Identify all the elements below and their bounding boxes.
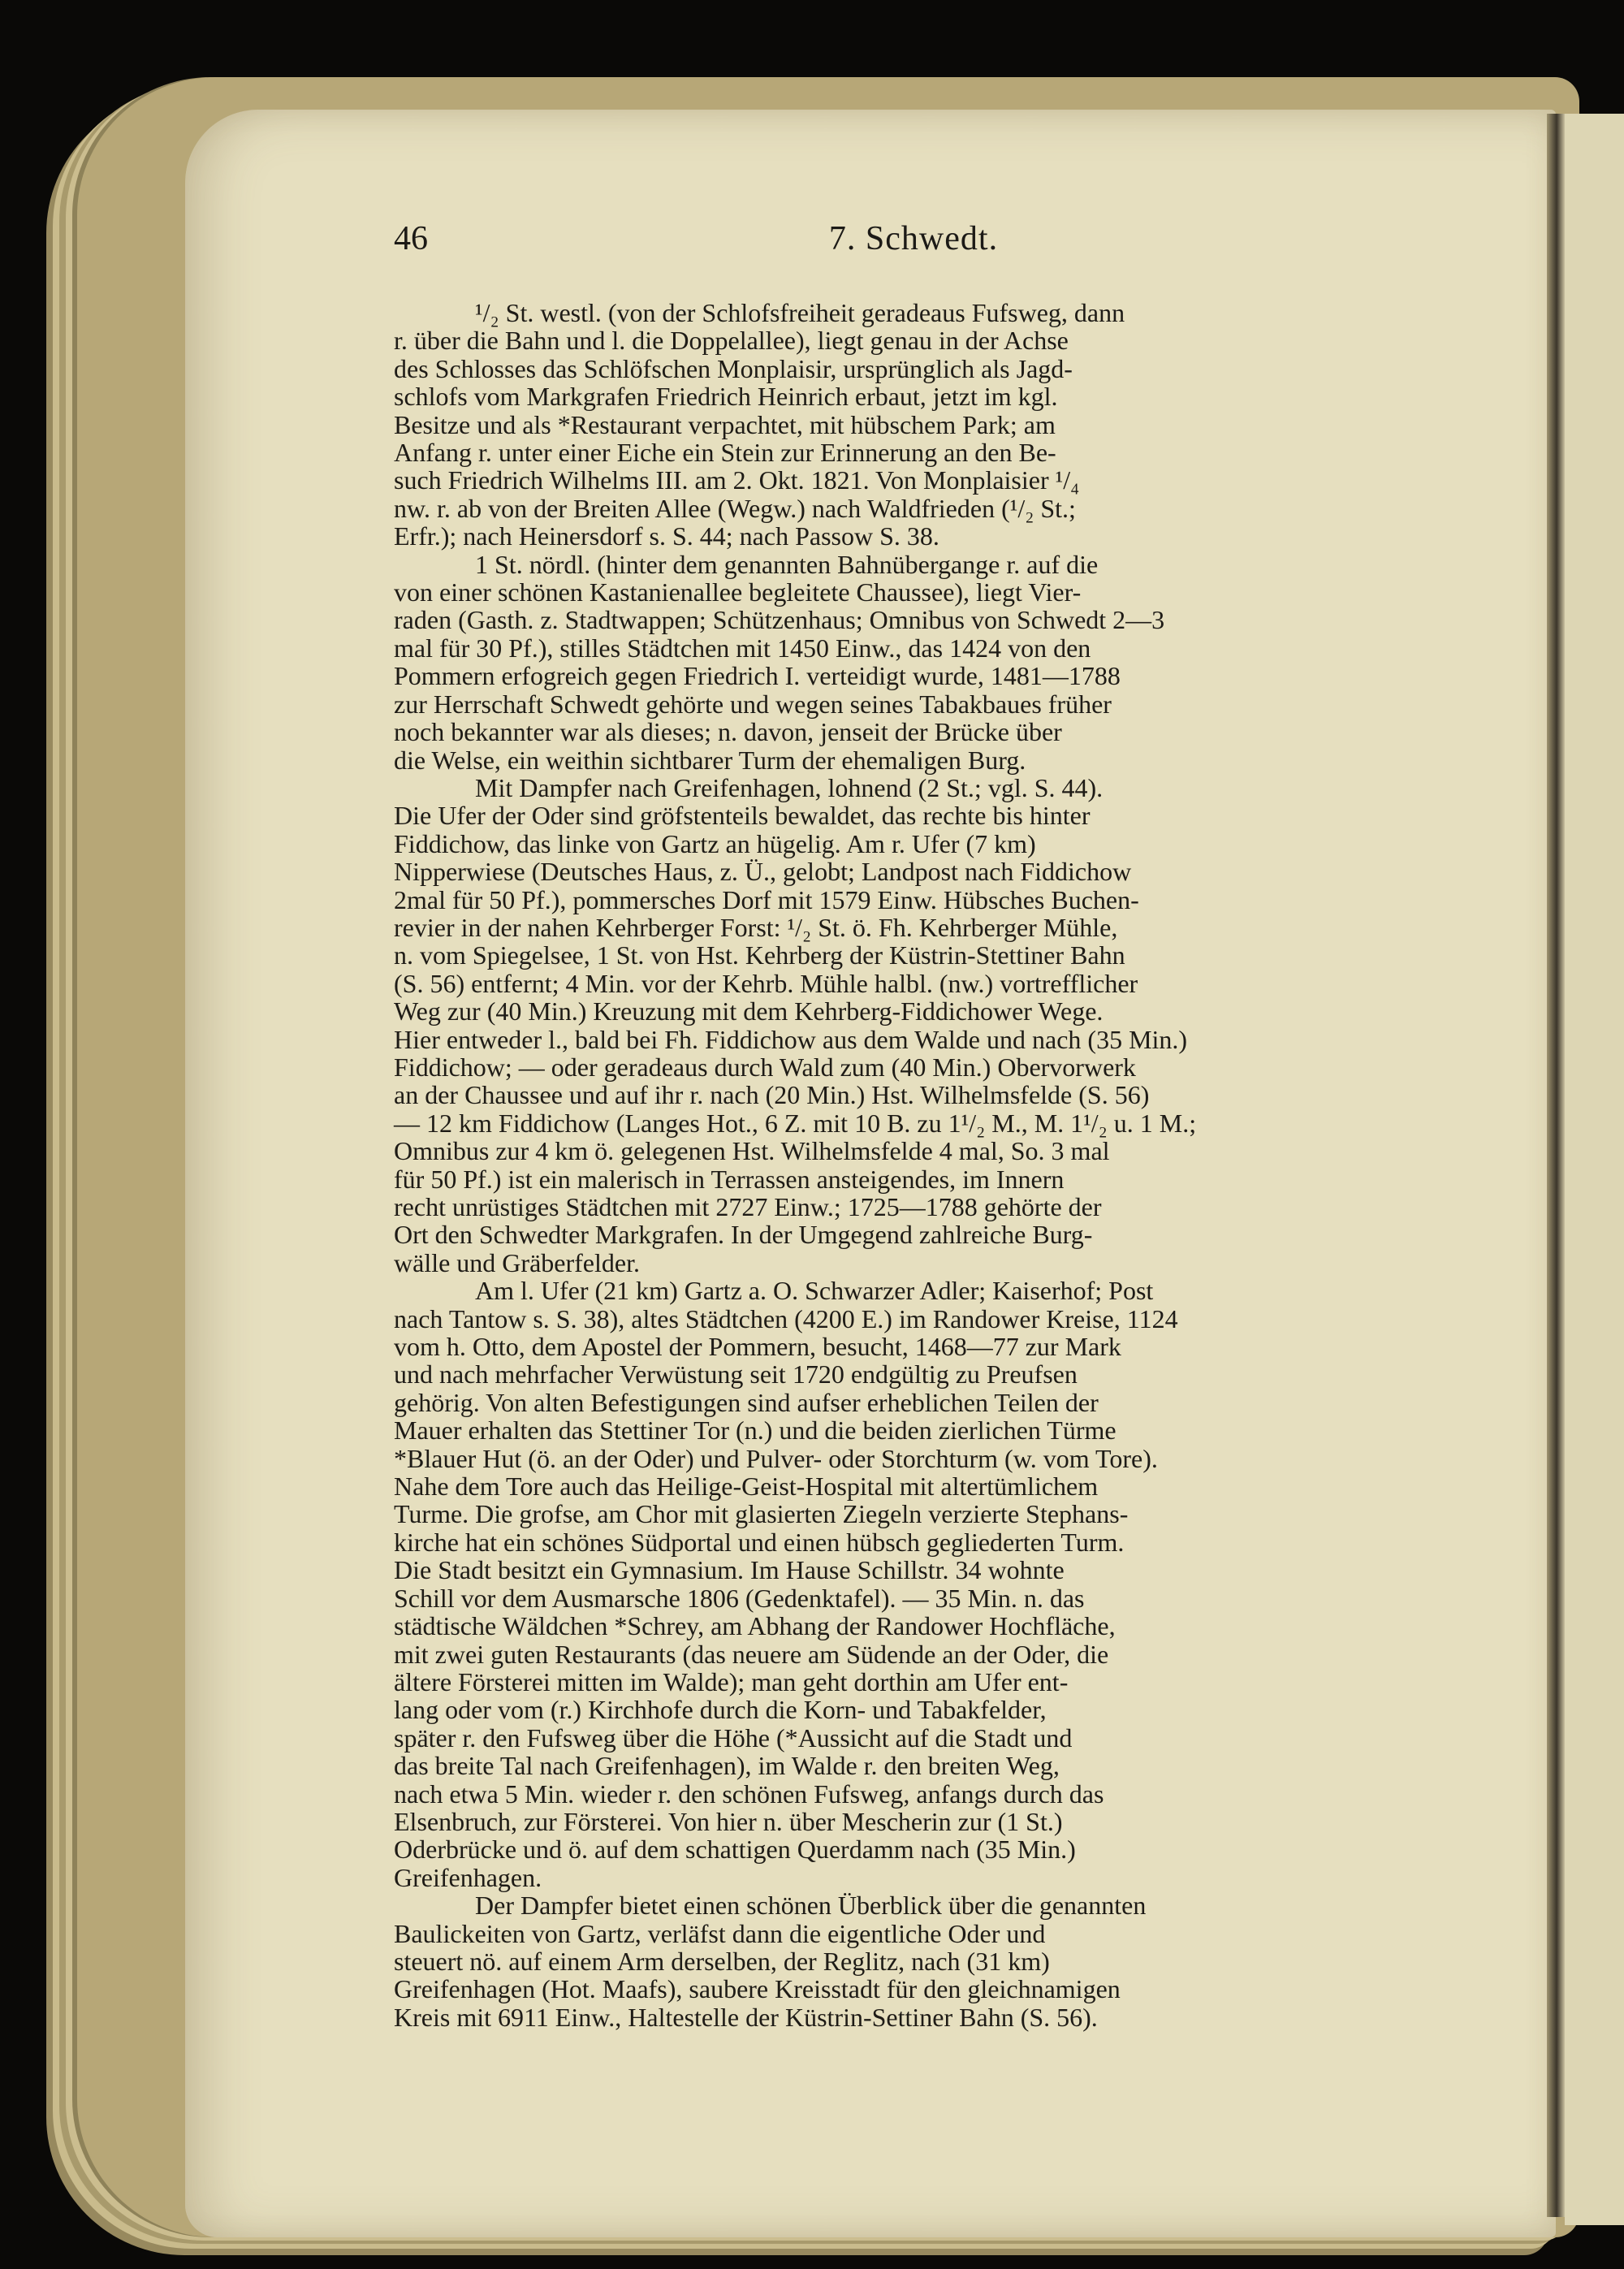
text-line: Ort den Schwedter Markgrafen. In der Umgegend zahlreiche Burg- — [394, 1220, 1093, 1250]
text-line: nw. r. ab von der Breiten Allee (Wegw.) nach Waldfrieden (¹/₂ St.; — [394, 493, 1076, 523]
body-text — [394, 299, 1427, 2031]
text-line: (S. 56) entfernt; 4 Min. vor der Kehrb. Mühle halbl. (nw.) vortrefflicher — [394, 968, 1138, 998]
text-line: des Schlosses das Schlöfschen Monplaisir, ursprünglich als Jagd- — [394, 353, 1073, 383]
text-line: mal für 30 Pf.), stilles Städtchen mit 1450 Einw., das 1424 von den — [394, 633, 1091, 663]
text-line: Der Dampfer bietet einen schönen Überblick über die genannten — [475, 1891, 1147, 1921]
text-line: n. vom Spiegelsee, 1 St. von Hst. Kehrberg der Küstrin-Stettiner Bahn — [394, 940, 1125, 970]
text-line: 2mal für 50 Pf.), pommersches Dorf mit 1579 Einw. Hübsches Buchen- — [394, 884, 1139, 914]
text-line: Fiddichow; — oder geradeaus durch Wald zum (40 Min.) Obervorwerk — [394, 1052, 1136, 1082]
text-line: raden (Gasth. z. Stadtwappen; Schützenhaus; Omnibus von Schwedt 2—3 — [394, 605, 1165, 635]
text-line: Mit Dampfer nach Greifenhagen, lohnend (2 St.; vgl. S. 44). — [475, 772, 1104, 802]
text-line: revier in der nahen Kehrberger Forst: ¹/₂ St. ö. Fh. Kehrberger Mühle, — [394, 912, 1118, 942]
text-line: mit zwei guten Restaurants (das neuere am Südende an der Oder, die — [394, 1639, 1109, 1669]
text-line: Anfang r. unter einer Eiche ein Stein zur Erinnerung an den Be- — [394, 438, 1056, 468]
text-line: recht unrüstiges Städtchen mit 2727 Einw.; 1725—1788 gehörte der — [394, 1192, 1102, 1221]
text-line: Pommern erfogreich gegen Friedrich I. verteidigt wurde, 1481—1788 — [394, 661, 1121, 691]
text-line: steuert nö. auf einem Arm derselben, der Reglitz, nach (31 km) — [394, 1946, 1050, 1976]
text-line: nach Tantow s. S. 38), altes Städtchen (4200 E.) im Randower Kreise, 1124 — [394, 1303, 1178, 1333]
text-line: r. über die Bahn und l. die Doppelallee), liegt genau in der Achse — [394, 326, 1069, 356]
paragraph — [394, 551, 1427, 774]
text-line: Besitze und als *Restaurant verpachtet, mit hübschem Park; am — [394, 409, 1056, 439]
text-line: 1 St. nördl. (hinter dem genannten Bahnübergange r. auf die — [475, 549, 1099, 579]
paragraph — [394, 774, 1427, 1277]
text-line: Nahe dem Tore auch das Heilige-Geist-Hospital mit altertümlichem — [394, 1472, 1099, 1502]
text-line: Elsenbruch, zur Försterei. Von hier n. über Mescherin zur (1 St.) — [394, 1806, 1063, 1836]
text-line: Turme. Die grofse, am Chor mit glasierten Ziegeln verzierte Stephans- — [394, 1499, 1129, 1529]
text-line: lang oder vom (r.) Kirchhofe durch die Korn- und Tabakfelder, — [394, 1695, 1047, 1725]
facing-page-edge — [1565, 114, 1624, 2225]
text-line: Am l. Ufer (21 km) Gartz a. O. Schwarzer Adler; Kaiserhof; Post — [475, 1276, 1154, 1306]
text-line: gehörig. Von alten Befestigungen sind aufser erheblichen Teilen der — [394, 1387, 1099, 1417]
paragraph — [394, 1277, 1427, 1891]
text-line: für 50 Pf.) ist ein malerisch in Terrassen ansteigendes, im Innern — [394, 1164, 1065, 1194]
text-line: vom h. Otto, dem Apostel der Pommern, besucht, 1468—77 zur Mark — [394, 1332, 1121, 1362]
book-gutter — [1547, 114, 1565, 2217]
page-number: 46 — [394, 220, 428, 257]
page-header — [394, 219, 1433, 265]
text-line: ältere Försterei mitten im Walde); man geht dorthin am Ufer ent- — [394, 1666, 1069, 1696]
text-line: an der Chaussee und auf ihr r. nach (20 Min.) Hst. Wilhelmsfelde (S. 56) — [394, 1080, 1150, 1110]
text-line: von einer schönen Kastanienallee begleitete Chaussee), liegt Vier- — [394, 577, 1082, 607]
text-line: die Welse, ein weithin sichtbarer Turm der ehemaligen Burg. — [394, 745, 1026, 775]
text-line: nach etwa 5 Min. wieder r. den schönen Fufsweg, anfangs durch das — [394, 1778, 1104, 1809]
text-line: später r. den Fufsweg über die Höhe (*Aussicht auf die Stadt und — [394, 1722, 1073, 1753]
text-line: Greifenhagen (Hot. Maafs), saubere Kreisstadt für den gleichnamigen — [394, 1974, 1121, 2004]
text-line: zur Herrschaft Schwedt gehörte und wegen seines Tabakbaues früher — [394, 689, 1112, 719]
text-line: such Friedrich Wilhelms III. am 2. Okt. 1821. Von Monplaisier ¹/₄ — [394, 465, 1080, 495]
text-line: Kreis mit 6911 Einw., Haltestelle der Küstrin-Settiner Bahn (S. 56). — [394, 2002, 1098, 2032]
text-line: Die Ufer der Oder sind gröfstenteils bewaldet, das rechte bis hinter — [394, 801, 1091, 831]
text-line: Nipperwiese (Deutsches Haus, z. Ü., gelobt; Landpost nach Fiddichow — [394, 857, 1132, 887]
paragraph — [394, 299, 1427, 551]
text-line: ¹/₂ St. westl. (von der Schlofsfreiheit geradeaus Fufsweg, dann — [475, 298, 1125, 327]
text-line: städtische Wäldchen *Schrey, am Abhang der Randower Hochfläche, — [394, 1611, 1116, 1641]
text-line: Omnibus zur 4 km ö. gelegenen Hst. Wilhelmsfelde 4 mal, So. 3 mal — [394, 1136, 1110, 1166]
text-line: schlofs vom Markgrafen Friedrich Heinrich erbaut, jetzt im kgl. — [394, 382, 1058, 412]
text-line: und nach mehrfacher Verwüstung seit 1720 endgültig zu Preufsen — [394, 1359, 1078, 1389]
text-line: Oderbrücke und ö. auf dem schattigen Querdamm nach (35 Min.) — [394, 1835, 1076, 1865]
text-line: das breite Tal nach Greifenhagen), im Walde r. den breiten Weg, — [394, 1751, 1060, 1781]
text-line: — 12 km Fiddichow (Langes Hot., 6 Z. mit 10 B. zu 1¹/₂ M., M. 1¹/₂ u. 1 M.; — [394, 1108, 1197, 1138]
text-line: Die Stadt besitzt ein Gymnasium. Im Hause Schillstr. 34 wohnte — [394, 1555, 1065, 1585]
text-line: Schill vor dem Ausmarsche 1806 (Gedenktafel). — 35 Min. n. das — [394, 1583, 1085, 1613]
text-line: Mauer erhalten das Stettiner Tor (n.) und die beiden zierlichen Türme — [394, 1415, 1116, 1446]
text-line: *Blauer Hut (ö. an der Oder) und Pulver- oder Storchturm (w. vom Tore). — [394, 1443, 1158, 1473]
text-line: Baulickeiten von Gartz, verläfst dann die eigentliche Oder und — [394, 1918, 1046, 1948]
text-line: Fiddichow, das linke von Gartz an hügelig. Am r. Ufer (7 km) — [394, 828, 1036, 858]
text-line: Erfr.); nach Heinersdorf s. S. 44; nach Passow S. 38. — [394, 521, 939, 551]
paragraph — [394, 1891, 1427, 2031]
text-line: Hier entweder l., bald bei Fh. Fiddichow aus dem Walde und nach (35 Min.) — [394, 1024, 1188, 1054]
text-line: Weg zur (40 Min.) Kreuzung mit dem Kehrberg-Fiddichower Wege. — [394, 996, 1104, 1026]
running-title: 7. Schwedt. — [828, 220, 999, 257]
text-line: Greifenhagen. — [394, 1862, 542, 1892]
text-line: wälle und Gräberfelder. — [394, 1247, 640, 1277]
text-line: noch bekannter war als dieses; n. davon, jenseit der Brücke über — [394, 717, 1062, 747]
text-line: kirche hat ein schönes Südportal und einen hübsch gegliederten Turm. — [394, 1527, 1125, 1557]
